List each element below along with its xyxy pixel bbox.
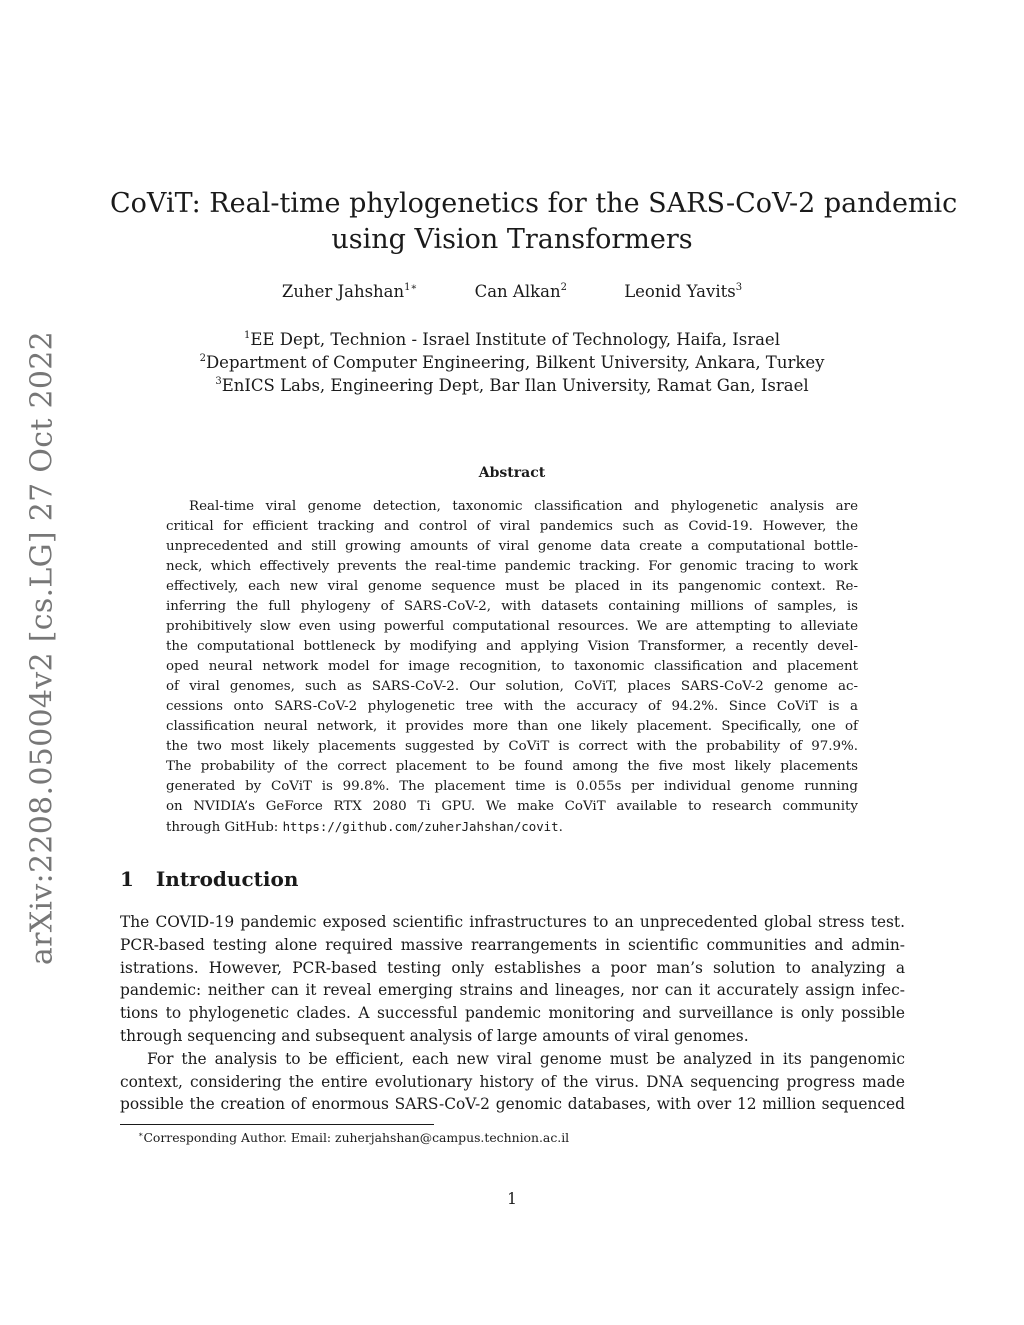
- paper-title-line: CoViT: Real-time phylogenetics for the SARS-CoV-2 pandemic: [110, 188, 958, 219]
- intro-line: istrations. However, PCR-based testing only establishes a poor man’s solution to analyzing a: [120, 958, 905, 977]
- arxiv-identifier-text: arXiv:2208.05004v2 [cs.LG] 27 Oct 2022: [24, 330, 60, 965]
- abstract-heading: Abstract: [478, 465, 546, 481]
- abstract-line: of viral genomes, such as SARS-CoV-2. Our solution, CoViT, places SARS-CoV-2 genome ac-: [166, 679, 858, 694]
- abstract-line: critical for efficient tracking and control of viral pandemics such as Covid-19. However, the: [166, 519, 858, 534]
- abstract-line: oped neural network model for image recognition, to taxonomic classification and placement: [166, 659, 858, 674]
- intro-line: possible the creation of enormous SARS-CoV-2 genomic databases, with over 12 million sequenced: [120, 1095, 905, 1114]
- intro-line: through sequencing and subsequent analysis of large amounts of viral genomes.: [120, 1026, 749, 1045]
- arxiv-identifier-stamp: [22, 330, 62, 965]
- author-name: Leonid Yavits: [624, 282, 736, 301]
- abstract-line: [166, 817, 858, 838]
- abstract-line: the two most likely placements suggested by CoViT is correct with the probability of 97.9%.: [166, 739, 858, 754]
- introduction-body: [120, 911, 905, 1116]
- footnote-divider: [120, 1124, 434, 1125]
- abstract-line: generated by CoViT is 99.8%. The placement time is 0.055s per individual genome running: [166, 779, 858, 794]
- abstract-line: The probability of the correct placement to be found among the five most likely placements: [166, 759, 858, 774]
- abstract-line: classification neural network, it provides more than one likely placement. Specifically, one of: [166, 719, 858, 734]
- intro-line: PCR-based testing alone required massive rearrangements in scientific communities and admin-: [120, 935, 905, 954]
- github-link[interactable]: https://github.com/zuherJahshan/covit: [282, 819, 559, 834]
- abstract-line: Real-time viral genome detection, taxonomic classification and phylogenetic analysis are: [189, 499, 858, 514]
- abstract-line: neck, which effectively prevents the real-time pandemic tracking. For genomic tracing to work: [166, 559, 858, 574]
- author: [282, 282, 417, 301]
- abstract-body: [166, 497, 858, 838]
- affiliation-text: Department of Computer Engineering, Bilkent University, Ankara, Turkey: [205, 353, 825, 372]
- author-affiliation-mark: 2: [560, 282, 567, 293]
- page-number: 1: [507, 1190, 517, 1208]
- affiliation: [110, 328, 914, 351]
- affiliation-mark: 3: [215, 376, 222, 387]
- author: [624, 282, 742, 301]
- author-name: Zuher Jahshan: [281, 282, 405, 301]
- intro-line: tions to phylogenetic clades. A successful pandemic monitoring and surveillance is only possible: [120, 1004, 905, 1023]
- author-list: [110, 282, 914, 301]
- footnote: [138, 1130, 569, 1145]
- section-heading: [120, 867, 298, 891]
- intro-line: context, considering the entire evolutionary history of the virus. DNA sequencing progress made: [120, 1072, 905, 1091]
- abstract-line: effectively, each new viral genome sequence must be placed in its pangenomic context. Re-: [166, 579, 858, 594]
- affiliation: [110, 374, 914, 397]
- abstract-github-suffix: .: [558, 820, 563, 835]
- footnote-text: Corresponding Author. Email: zuherjahshan@campus.technion.ac.il: [143, 1130, 570, 1145]
- author: [475, 282, 567, 301]
- author-affiliation-mark: 1∗: [404, 282, 418, 293]
- affiliation-mark: 1: [244, 330, 251, 341]
- affiliation-list: [110, 328, 914, 397]
- abstract-line: on NVIDIA’s GeForce RTX 2080 Ti GPU. We make CoViT available to research community: [166, 799, 858, 814]
- abstract-github-prefix: through GitHub:: [166, 820, 283, 835]
- affiliation-mark: 2: [199, 353, 206, 364]
- footnote-mark: ∗: [138, 1130, 144, 1139]
- abstract-line: inferring the full phylogeny of SARS-CoV-2, with datasets containing millions of samples, is: [166, 599, 858, 614]
- section-number: 1: [120, 867, 134, 891]
- abstract-line: cessions onto SARS-CoV-2 phylogenetic tree with the accuracy of 94.2%. Since CoViT is a: [166, 699, 858, 714]
- intro-line: The COVID-19 pandemic exposed scientific infrastructures to an unprecedented global stress test.: [120, 913, 905, 931]
- paper-title: [110, 186, 958, 258]
- author-name: Can Alkan: [474, 282, 561, 301]
- abstract-line: unprecedented and still growing amounts of viral genome data create a computational bottle-: [166, 539, 858, 554]
- intro-line: For the analysis to be efficient, each new viral genome must be analyzed in its pangenomic: [147, 1049, 905, 1068]
- paper-title-line: using Vision Transformers: [331, 224, 693, 255]
- affiliation: [110, 351, 914, 374]
- affiliation-text: EE Dept, Technion - Israel Institute of Technology, Haifa, Israel: [250, 330, 780, 349]
- section-title: Introduction: [155, 867, 299, 891]
- abstract-line: prohibitively slow even using powerful computational resources. We are attempting to alleviate: [166, 619, 858, 634]
- abstract-line: the computational bottleneck by modifying and applying Vision Transformer, a recently devel-: [166, 639, 858, 654]
- affiliation-text: EnICS Labs, Engineering Dept, Bar Ilan University, Ramat Gan, Israel: [221, 376, 809, 395]
- author-affiliation-mark: 3: [735, 282, 743, 293]
- intro-line: pandemic: neither can it reveal emerging strains and lineages, nor can it accurately assign infec-: [120, 981, 905, 1000]
